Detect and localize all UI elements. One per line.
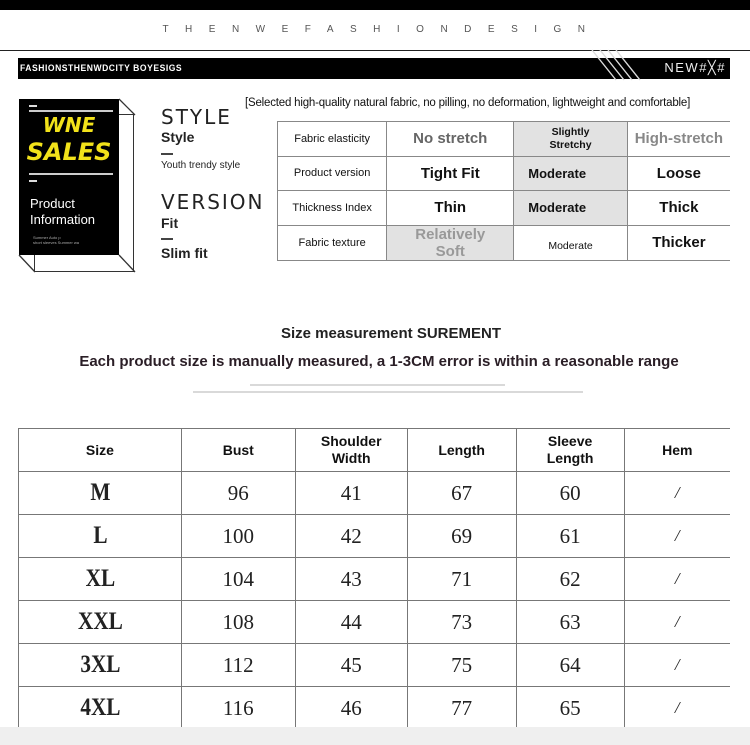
card-small-line2: short sleeves Summer wa (33, 240, 80, 245)
quality-note: [Selected high-quality natural fabric, no pilling, no deformation, lightweight and comfortable] (245, 97, 691, 109)
version-dash (161, 238, 173, 240)
attr-option: Thicker (627, 225, 730, 260)
hem-cell: / (624, 644, 730, 687)
attr-row-elasticity (278, 122, 731, 157)
length-cell: 73 (407, 601, 516, 644)
header-length: Length (407, 429, 516, 472)
size-cell: 3XL (31, 644, 169, 687)
bottom-pattern (0, 727, 750, 745)
attr-label: Product version (278, 156, 387, 191)
hem-cell: / (624, 601, 730, 644)
attr-option-selected: Relatively Soft (387, 225, 514, 260)
attr-label: Thickness Index (278, 191, 387, 226)
top-black-bar (0, 0, 750, 10)
header-sleeve-length: Sleeve Length (516, 429, 624, 472)
table-row (19, 687, 731, 730)
shoulder-width-cell: 42 (295, 515, 407, 558)
length-cell: 67 (407, 472, 516, 515)
header-shoulder-width: Shoulder Width (295, 429, 407, 472)
version-label: Fit (161, 215, 179, 231)
card-title-1: WNE (42, 113, 96, 137)
table-row (19, 558, 731, 601)
style-value: Youth trendy style (161, 160, 241, 171)
banner-right-text: NEW#╳# (664, 60, 726, 75)
card-small-line1: Summer Auto p (33, 235, 61, 240)
attr-option: Moderate (514, 225, 628, 260)
attr-option-selected: Moderate (514, 156, 628, 191)
stripes-decoration-icon (590, 50, 650, 80)
table-row (19, 472, 731, 515)
attr-option: Loose (627, 156, 730, 191)
size-cell: M (31, 472, 169, 515)
attr-row-version (278, 156, 731, 191)
header-size: Size (19, 429, 182, 472)
style-dash (161, 153, 173, 155)
product-card (18, 98, 136, 276)
size-section-subtitle: Each product size is manually measured, a 1-3CM error is within a reasonable range (79, 353, 679, 370)
attr-label: Fabric elasticity (278, 122, 387, 157)
card-info-line1: Product (30, 196, 75, 211)
hem-cell: / (624, 558, 730, 601)
hem-cell: / (624, 515, 730, 558)
attr-option: Thick (627, 191, 730, 226)
size-table-header (19, 429, 731, 472)
size-cell: XXL (31, 601, 169, 644)
style-heading: STYLE (161, 105, 232, 129)
bust-cell: 100 (181, 515, 295, 558)
header-banner (18, 58, 730, 79)
sleeve-length-cell: 62 (516, 558, 624, 601)
hem-cell: / (624, 687, 730, 730)
size-cell: 4XL (31, 687, 169, 730)
bust-cell: 112 (181, 644, 295, 687)
style-label: Style (161, 129, 195, 145)
attr-option-selected: Moderate (514, 191, 628, 226)
brand-line: THENWEFASHIONDESIGN (162, 24, 602, 35)
attr-option: Tight Fit (387, 156, 514, 191)
banner-left-text: FASHIONSTHENWDCITY BOYESIGS (20, 63, 183, 74)
faint-decorative-text (193, 391, 583, 393)
attr-option-selected: Slightly Stretchy (514, 122, 628, 157)
attribute-table (277, 121, 730, 261)
sleeve-length-cell: 63 (516, 601, 624, 644)
size-cell: XL (31, 558, 169, 601)
bust-cell: 104 (181, 558, 295, 601)
sleeve-length-cell: 64 (516, 644, 624, 687)
table-row (19, 601, 731, 644)
card-title-2: SALES (26, 138, 112, 166)
length-cell: 69 (407, 515, 516, 558)
table-row (19, 515, 731, 558)
card-info-line2: Information (30, 212, 96, 227)
size-table (18, 428, 730, 730)
bust-cell: 116 (181, 687, 295, 730)
shoulder-width-cell: 45 (295, 644, 407, 687)
bust-cell: 96 (181, 472, 295, 515)
version-value: Slim fit (161, 245, 208, 261)
sleeve-length-cell: 65 (516, 687, 624, 730)
table-row (19, 644, 731, 687)
version-heading: VERSION (161, 190, 265, 214)
attr-label: Fabric texture (278, 225, 387, 260)
card-box-edges (18, 98, 136, 276)
length-cell: 75 (407, 644, 516, 687)
shoulder-width-cell: 41 (295, 472, 407, 515)
attr-option: Thin (387, 191, 514, 226)
attr-option: High-stretch (627, 122, 730, 157)
shoulder-width-cell: 46 (295, 687, 407, 730)
length-cell: 71 (407, 558, 516, 601)
size-section-title: Size measurement SUREMENT (280, 325, 502, 342)
header-bust: Bust (181, 429, 295, 472)
header-hem: Hem (624, 429, 730, 472)
length-cell: 77 (407, 687, 516, 730)
sleeve-length-cell: 61 (516, 515, 624, 558)
attr-row-texture (278, 225, 731, 260)
sleeve-length-cell: 60 (516, 472, 624, 515)
bust-cell: 108 (181, 601, 295, 644)
faint-decorative-text (250, 384, 505, 386)
shoulder-width-cell: 44 (295, 601, 407, 644)
shoulder-width-cell: 43 (295, 558, 407, 601)
attr-option: No stretch (387, 122, 514, 157)
hem-cell: / (624, 472, 730, 515)
size-cell: L (31, 515, 169, 558)
attr-row-thickness (278, 191, 731, 226)
